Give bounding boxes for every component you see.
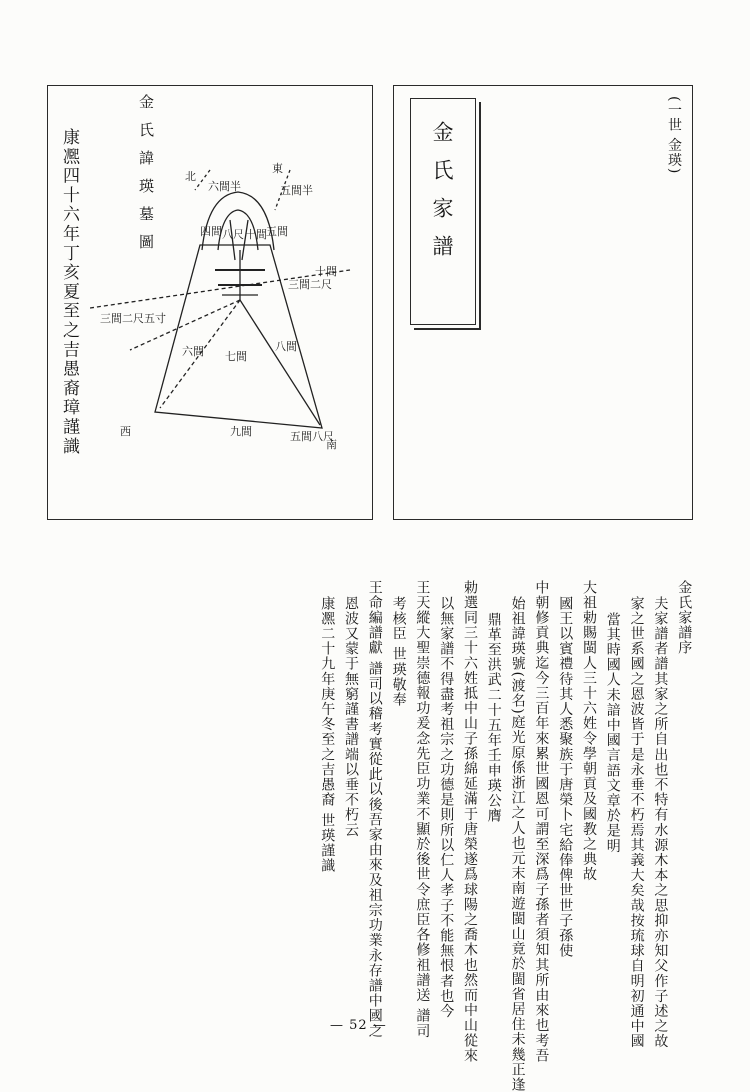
tomb-outline bbox=[155, 245, 322, 428]
preface-title: 金氏家譜序 bbox=[676, 580, 693, 656]
label-inner-left: 四間 bbox=[200, 225, 222, 238]
preface-column: 國王以賓禮待其人悉聚族于唐榮卜宅給俸俾世世子孫使 bbox=[557, 596, 574, 959]
diagram-title: 金氏諱瑛墓圖 bbox=[137, 94, 155, 262]
preface-column: 康凞二十九年庚午冬至之吉愚裔 世瑛謹識 bbox=[319, 596, 336, 874]
label-lower-right: 八間 bbox=[275, 340, 297, 353]
label-lower-mid: 七間 bbox=[225, 350, 247, 363]
label-west: 西 bbox=[120, 425, 131, 438]
preface-column: 大祖勅賜閩人三十六姓令學朝貢及國教之典故 bbox=[581, 580, 597, 882]
preface-column: 中朝修貢典迄今三百年來累世國恩可謂至深爲子孫者須知其所由來也考吾 bbox=[533, 580, 550, 1064]
preface-column: 鼎革至洪武二十五年壬申瑛公膺 bbox=[485, 612, 502, 824]
book-title: 金氏家譜 bbox=[430, 121, 454, 273]
generation-label: (一世 金瑛) bbox=[666, 96, 682, 175]
label-right-axis: 三間二尺 bbox=[288, 278, 332, 291]
preface-column: 王命編譜獻 譜司以稽考實從此以後吾家由來及祖宗功業永存譜中國之 bbox=[366, 580, 383, 1039]
label-inner-mid-left: 八尺 bbox=[222, 228, 244, 241]
label-lower-left: 六間 bbox=[182, 345, 204, 358]
preface-column: 勅選同三十六姓抵中山子孫綿延滿于唐榮遂爲球陽之喬木也然而中山從來 bbox=[462, 580, 478, 1064]
preface-column: 夫家譜者譜其家之所自出也不特有水源木本之思抑亦知父作子述之故 bbox=[652, 596, 669, 1049]
label-inner-right: 五間 bbox=[266, 225, 288, 238]
book-title-box bbox=[410, 98, 476, 325]
label-south: 南 bbox=[326, 438, 337, 451]
preface-column: 恩波又蒙于無窮謹書譜端以垂不朽云 bbox=[343, 596, 359, 838]
label-left-axis: 三間二尺五寸 bbox=[100, 312, 166, 325]
preface-column: 當其時國人未諳中國言語文章於是明 bbox=[604, 612, 621, 854]
preface-column: 考核臣 世瑛敬奉 bbox=[390, 596, 407, 708]
label-top-left: 六間半 bbox=[208, 180, 241, 193]
preface-column: 家之世系國之恩波皆于是永垂不朽焉其義大矣哉按琉球自明初通中國 bbox=[628, 596, 645, 1049]
tomb-plan-diagram bbox=[90, 150, 360, 470]
page-number: — 52 — bbox=[330, 1018, 387, 1033]
preface-column: 王天縱大聖崇德報功爰念先臣功業不顯於後世令庶臣各修祖譜送 譜司 bbox=[414, 580, 431, 1039]
preface-column: 始祖諱瑛號(渡名)庭光原係浙江之人也元末南遊閩山竟於閩省居住未幾正逢 bbox=[509, 596, 526, 1092]
label-inner-mid-right: 十間 bbox=[245, 228, 267, 241]
label-bottom-right: 五間八尺 bbox=[290, 430, 334, 443]
label-top-right: 五間半 bbox=[280, 184, 313, 197]
label-north: 北 bbox=[185, 170, 196, 183]
label-east: 東 bbox=[272, 162, 283, 175]
label-right-top: 十間 bbox=[315, 265, 337, 278]
diagram-inscription: 康凞四十六年丁亥夏至之吉愚裔璋謹識 bbox=[59, 128, 79, 457]
label-bottom-left: 九間 bbox=[230, 425, 252, 438]
tomb-arch bbox=[202, 192, 274, 250]
preface-column: 以無家譜不得盡考祖宗之功德是則所以仁人孝子不能無恨者也今 bbox=[438, 596, 455, 1019]
